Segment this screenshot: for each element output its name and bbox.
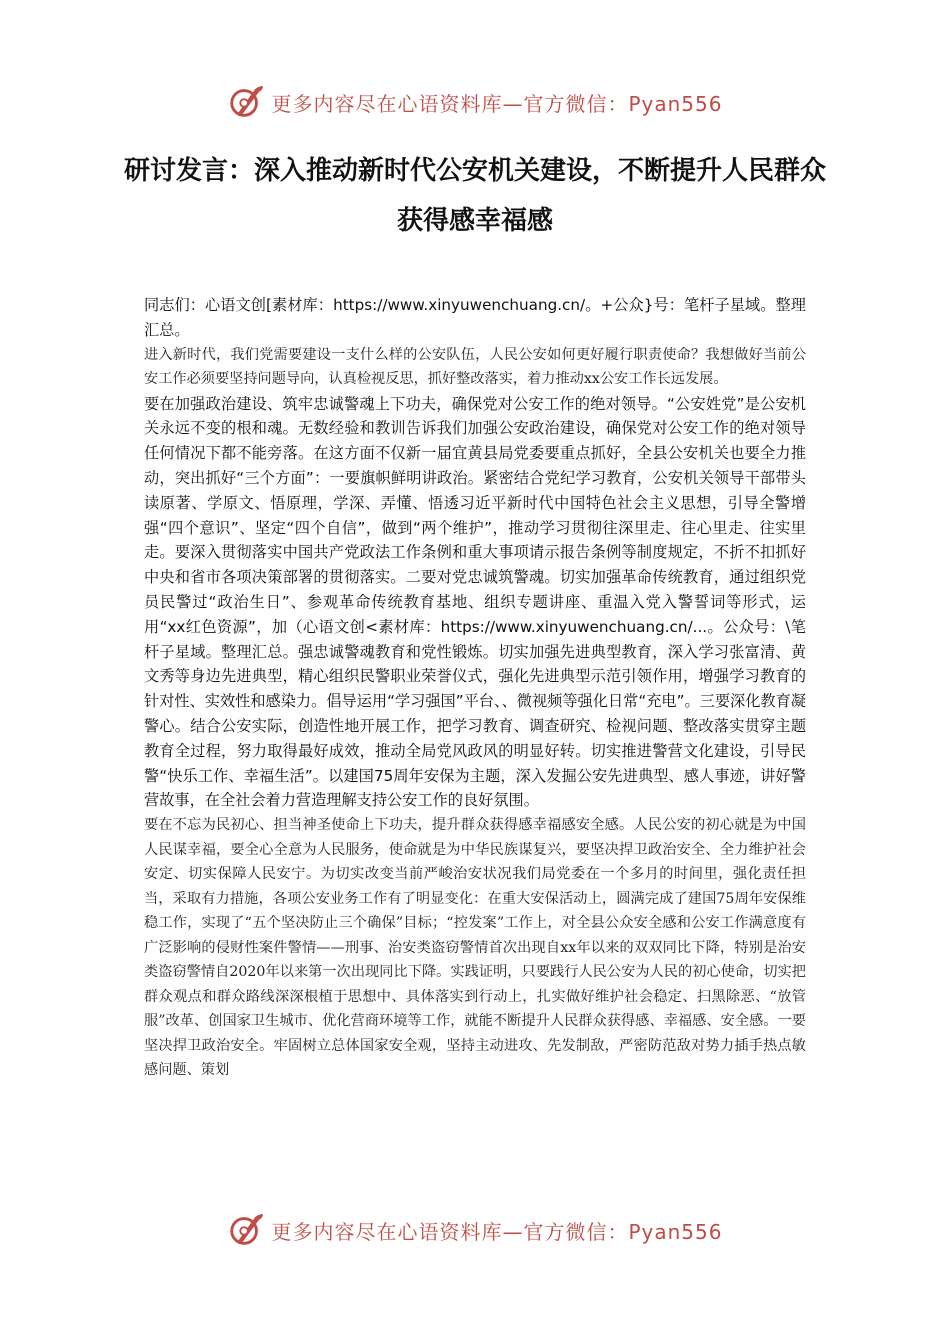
document-body (144, 293, 806, 1083)
quill-logo-icon (227, 83, 265, 121)
paragraph-intro: 进入新时代，我们党需要建设一支什么样的公安队伍，人民公安如何更好履行职责使命？我想做好当前公安工作必须要坚持问题导向，认真检视反思，抓好整改落实，着力推动xx公安工作长远发展。 (144, 346, 806, 388)
paragraph-political-building: 要在加强政治建设、筑牢忠诚警魂上下功夫，确保党对公安工作的绝对领导。“公安姓党”是公安机关永远不变的根和魂。无数经验和教训告诉我们加强公安政治建设，确保党对公安工作的绝对领导任何情况下都不能旁落。在这方面不仅新一届宜黄县局党委要重点抓好，全县公安机关也要全力推动，突出抓好“三个方面”：一要旗帜鲜明讲政治。紧密结合党纪学习教育，公安机关领导干部带头读原著、学原文、悟原理，学深、弄懂、悟透习近平新时代中国特色社会主义思想，引导全警增强“四个意识”、坚定“四个自信”，做到“两个维护”，推动学习贯彻往深里走、往心里走、往实里走。要深入贯彻落实中国共产党政法工作条例和重大事项请示报告条例等制度规定，不折不扣抓好中央和省市各项决策部署的贯彻落实。二要对党忠诚筑警魂。切实加强革命传统教育，通过组织党员民警过“政治生日”、参观革命传统教育基地、组织专题讲座、重温入党入警誓词等形式，运用“xx红色资源”，加（心语文创<素材库：https://www.xinyuwenchuang.cn/...。公众号：\笔杆子星域。整理汇总。强忠诚警魂教育和党性锻炼。切实加强先进典型教育，深入学习张富清、黄文秀等身边先进典型，精心组织民警职业荣誉仪式，强化先进典型示范引领作用，增强学习教育的针对性、实效性和感染力。倡导运用“学习强国”平台、、微视频等强化日常“充电”。三要深化教育凝警心。结合公安实际，创造性地开展工作，把学习教育、调查研究、检视问题、整改落实贯穿主题教育全过程，努力取得最好成效，推动全局党风政风的明显好转。切实推进警营文化建设，引导民警“快乐工作、幸福生活”。以建国75周年安保为主题，深入发掘公安先进典型、感人事迹，讲好警营故事，在全社会着力营造理解支持公安工作的良好氛围。 (144, 394, 806, 810)
header-banner (0, 80, 950, 124)
paragraph-greeting: 同志们：心语文创[素材库：https://www.xinyuwenchuang.cn/。+公众}号：笔杆子星域。整理汇总。 (144, 296, 806, 339)
paragraph-mission: 要在不忘为民初心、担当神圣使命上下功夫，提升群众获得感幸福感安全感。人民公安的初心就是为中国人民谋幸福，要全心全意为人民服务，使命就是为中华民族谋复兴，要坚决捍卫政治安全、全力维护社会安定、切实保障人民安宁。为切实改变当前严峻治安状况我们局党委在一个多月的时间里，强化责任担当，采取有力措施，各项公安业务工作有了明显变化：在重大安保活动上，圆满完成了建国75周年安保维稳工作，实现了“五个坚决防止三个确保”目标；“控发案”工作上，对全县公众安全感和公安工作满意度有广泛影响的侵财性案件警情——刑事、治安类盗窃警情首次出现自xx年以来的双双同比下降，特别是治安类盗窃警情自2020年以来第一次出现同比下降。实践证明，只要践行人民公安为人民的初心使命，切实把群众观点和群众路线深深根植于思想中、具体落实到行动上，扎实做好维护社会稳定、扫黑除恶、“放管服”改革、创国家卫生城市、优化营商环境等工作，就能不断提升人民群众获得感、幸福感、安全感。一要坚决捍卫政治安全。牢固树立总体国家安全观，坚持主动进攻、先发制敌，严密防范敌对势力插手热点敏感问题、策划 (144, 817, 807, 1079)
document-title: 研讨发言：深入推动新时代公安机关建设，不断提升人民群众获得感幸福感 (123, 156, 826, 236)
footer-banner (0, 1208, 950, 1252)
banner-text: 更多内容尽在心语资料库—官方微信：Pyan556 (271, 1219, 723, 1244)
banner-text: 更多内容尽在心语资料库—官方微信：Pyan556 (271, 91, 723, 116)
quill-logo-icon (227, 1211, 265, 1249)
